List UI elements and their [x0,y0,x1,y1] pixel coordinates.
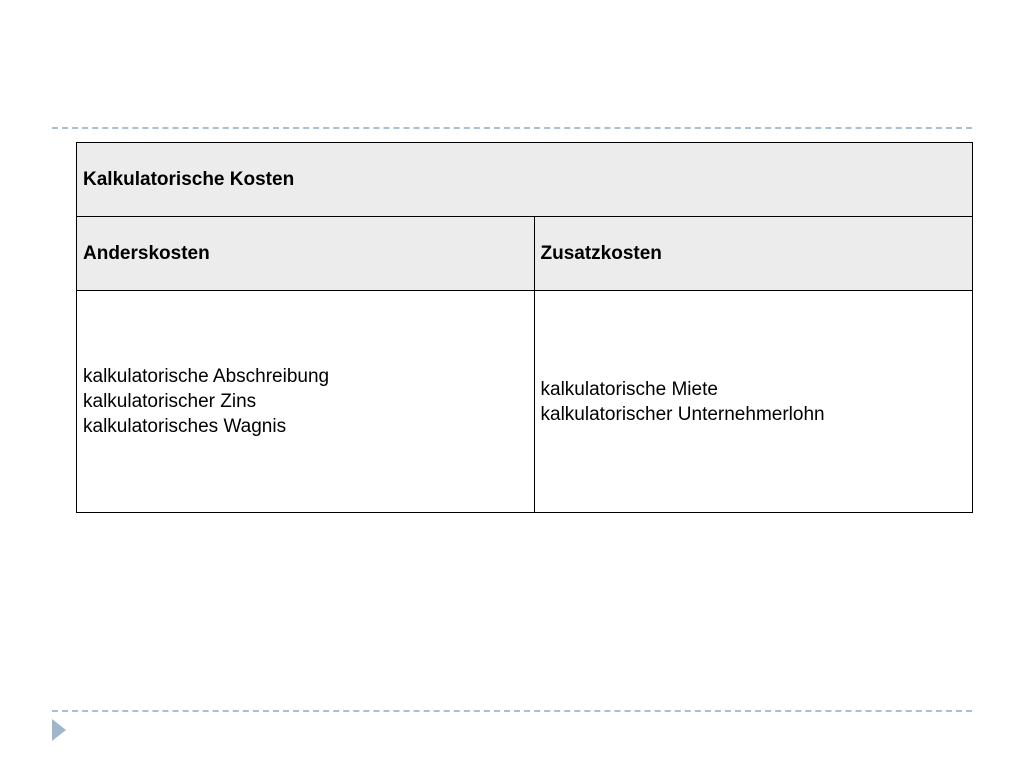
column-header-zusatzkosten: Zusatzkosten [534,217,973,291]
header-row [77,217,973,291]
table-title: Kalkulatorische Kosten [77,143,973,217]
kosten-table [76,142,973,513]
bottom-divider [52,710,972,712]
top-divider [52,127,972,129]
title-row [77,143,973,217]
list-item: kalkulatorische Abschreibung [83,366,330,387]
play-triangle-icon[interactable] [52,719,66,741]
anderskosten-cell [77,291,535,513]
list-item: kalkulatorischer Unternehmerlohn [540,403,825,425]
list-item: kalkulatorischer Zins [83,391,257,412]
list-item: kalkulatorisches Wagnis [83,416,287,437]
body-row [77,291,973,513]
zusatzkosten-cell [534,291,973,513]
list-item: kalkulatorische Miete [540,378,718,400]
column-header-anderskosten: Anderskosten [77,217,535,291]
